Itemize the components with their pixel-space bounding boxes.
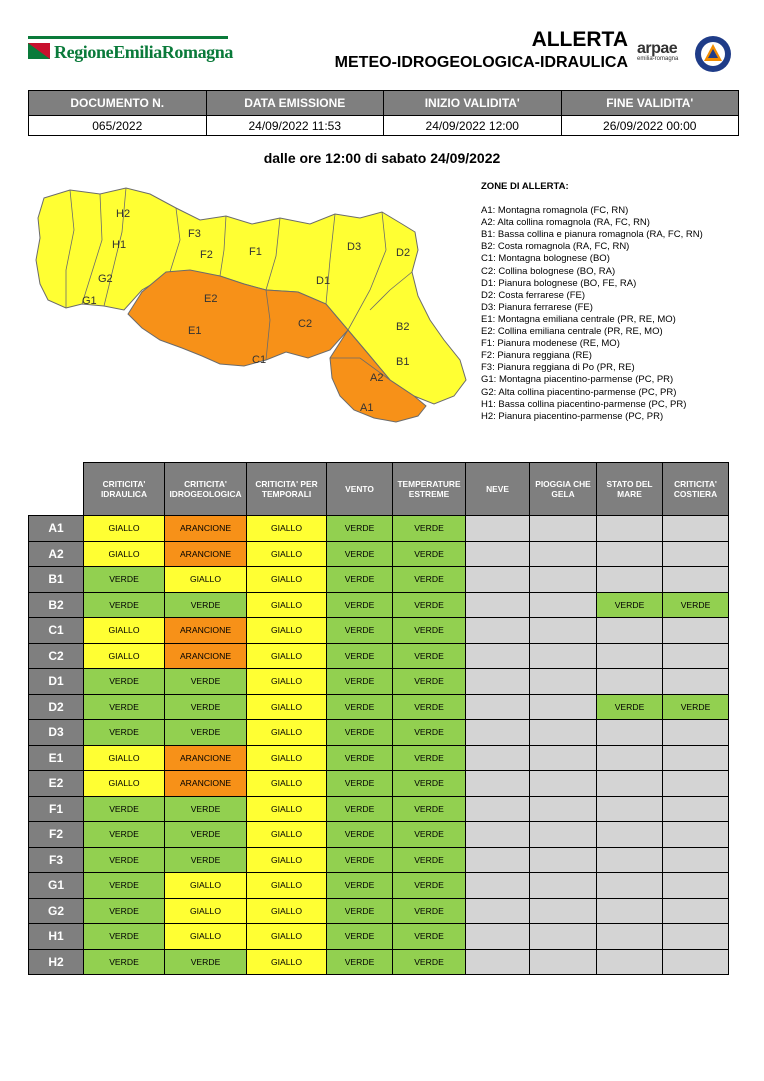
grid-alert-cell: VERDE (327, 669, 393, 695)
grid-column-header: TEMPERATURE ESTREME (393, 463, 466, 516)
map-label-b2: B2 (396, 321, 410, 333)
grid-alert-cell (466, 924, 530, 950)
grid-alert-cell: GIALLO (247, 873, 327, 899)
grid-alert-cell: VERDE (393, 771, 466, 797)
map-label-c1: C1 (252, 354, 267, 366)
grid-alert-cell: VERDE (393, 669, 466, 695)
grid-alert-cell (663, 720, 729, 746)
grid-alert-cell: GIALLO (247, 796, 327, 822)
grid-alert-cell: GIALLO (247, 822, 327, 848)
zone-legend-item: F2: Pianura reggiana (RE) (481, 350, 592, 362)
zone-legend-item: D1: Pianura bolognese (BO, FE, RA) (481, 277, 637, 289)
grid-column-header: CRITICITA' IDRAULICA (84, 463, 165, 516)
page-subtitle: METEO-IDROGEOLOGICA-IDRAULICA (334, 54, 628, 71)
grid-zone-label: D3 (29, 720, 84, 746)
grid-alert-cell: ARANCIONE (165, 541, 247, 567)
zone-legend-item: G1: Montagna piacentino-parmense (PC, PR) (481, 374, 674, 386)
grid-alert-cell (597, 822, 663, 848)
grid-alert-cell: VERDE (393, 949, 466, 975)
grid-alert-cell (466, 796, 530, 822)
grid-zone-label: A2 (29, 541, 84, 567)
grid-alert-cell: VERDE (393, 873, 466, 899)
grid-alert-cell (466, 873, 530, 899)
grid-row (29, 516, 729, 542)
grid-alert-cell: VERDE (663, 592, 729, 618)
grid-alert-cell: VERDE (393, 847, 466, 873)
grid-alert-cell (466, 847, 530, 873)
zone-legend-item: A2: Alta collina romagnola (RA, FC, RN) (481, 217, 650, 229)
zone-legend-item: H1: Bassa collina piacentino-parmense (PC, PR) (481, 398, 687, 410)
zone-legend-title: ZONE DI ALLERTA: (481, 181, 569, 192)
map-label-f2: F2 (200, 249, 213, 261)
grid-alert-cell (597, 949, 663, 975)
grid-alert-cell: VERDE (84, 924, 165, 950)
grid-row (29, 822, 729, 848)
map-label-e2: E2 (204, 293, 218, 305)
grid-alert-cell: GIALLO (84, 745, 165, 771)
grid-alert-cell: VERDE (597, 592, 663, 618)
grid-alert-cell: VERDE (393, 516, 466, 542)
grid-alert-cell (597, 771, 663, 797)
grid-zone-label: G1 (29, 873, 84, 899)
grid-row (29, 541, 729, 567)
grid-alert-cell (663, 643, 729, 669)
grid-alert-cell (530, 669, 597, 695)
grid-alert-cell: VERDE (393, 541, 466, 567)
grid-alert-cell: VERDE (393, 694, 466, 720)
zone-legend-item: E1: Montagna emiliana centrale (PR, RE, MO) (481, 313, 676, 325)
grid-alert-cell: GIALLO (247, 669, 327, 695)
zone-legend-item: C1: Montagna bolognese (BO) (481, 253, 610, 265)
grid-alert-cell: VERDE (393, 618, 466, 644)
grid-column-header: VENTO (327, 463, 393, 516)
arpae-logo-text: arpae (637, 40, 678, 57)
grid-row (29, 949, 729, 975)
grid-alert-cell: VERDE (597, 694, 663, 720)
grid-alert-cell (663, 541, 729, 567)
grid-alert-cell (663, 618, 729, 644)
map-label-d1: D1 (316, 275, 331, 287)
grid-alert-cell: ARANCIONE (165, 771, 247, 797)
grid-zone-label: B1 (29, 567, 84, 593)
grid-zone-label: D1 (29, 669, 84, 695)
document-info-table (28, 90, 739, 136)
grid-alert-cell: VERDE (327, 643, 393, 669)
grid-alert-cell: VERDE (327, 949, 393, 975)
doc-valid-from: 24/09/2022 12:00 (384, 116, 562, 136)
grid-alert-cell: GIALLO (247, 745, 327, 771)
grid-alert-cell: VERDE (84, 669, 165, 695)
grid-alert-cell: GIALLO (84, 643, 165, 669)
zone-legend-item: G2: Alta collina piacentino-parmense (PC, PR) (481, 386, 677, 398)
grid-alert-cell (597, 847, 663, 873)
arpae-logo (637, 40, 687, 68)
zone-legend-item: B2: Costa romagnola (RA, FC, RN) (481, 241, 630, 253)
grid-zone-label: A1 (29, 516, 84, 542)
grid-alert-cell: GIALLO (247, 541, 327, 567)
grid-alert-cell: VERDE (84, 898, 165, 924)
grid-alert-cell (597, 898, 663, 924)
grid-alert-cell (530, 567, 597, 593)
grid-alert-cell (597, 541, 663, 567)
map-label-a1: A1 (360, 402, 374, 414)
doc-issue-date: 24/09/2022 11:53 (206, 116, 384, 136)
grid-zone-label: H2 (29, 949, 84, 975)
grid-alert-cell: GIALLO (247, 949, 327, 975)
grid-alert-cell: VERDE (393, 924, 466, 950)
grid-alert-cell: VERDE (165, 847, 247, 873)
grid-row (29, 924, 729, 950)
grid-alert-cell: ARANCIONE (165, 516, 247, 542)
grid-zone-label: H1 (29, 924, 84, 950)
zone-legend-item: H2: Pianura piacentino-parmense (PC, PR) (481, 410, 664, 422)
grid-alert-cell: VERDE (327, 720, 393, 746)
grid-alert-cell (530, 643, 597, 669)
grid-alert-cell: GIALLO (247, 720, 327, 746)
grid-alert-cell (663, 898, 729, 924)
grid-alert-cell (597, 745, 663, 771)
map-label-c2: C2 (298, 318, 313, 330)
grid-alert-cell (663, 822, 729, 848)
doc-header-valid-from: INIZIO VALIDITA' (384, 91, 562, 116)
grid-row (29, 669, 729, 695)
map-label-g1: G1 (82, 295, 97, 307)
grid-zone-label: F1 (29, 796, 84, 822)
grid-alert-cell: GIALLO (165, 898, 247, 924)
grid-alert-cell: GIALLO (84, 771, 165, 797)
map-label-f1: F1 (249, 246, 262, 258)
grid-alert-cell: VERDE (327, 516, 393, 542)
grid-alert-cell: GIALLO (247, 643, 327, 669)
grid-corner (29, 463, 84, 516)
region-flag-icon (28, 43, 50, 59)
zone-legend-item: A1: Montagna romagnola (FC, RN) (481, 205, 629, 217)
grid-alert-cell: VERDE (84, 949, 165, 975)
alert-zone-map (30, 180, 470, 430)
grid-alert-cell: ARANCIONE (165, 643, 247, 669)
grid-zone-label: B2 (29, 592, 84, 618)
grid-alert-cell: ARANCIONE (165, 618, 247, 644)
grid-alert-cell (663, 745, 729, 771)
grid-alert-cell (530, 771, 597, 797)
map-label-g2: G2 (98, 273, 113, 285)
grid-alert-cell (597, 516, 663, 542)
grid-row (29, 694, 729, 720)
grid-row (29, 567, 729, 593)
grid-alert-cell: VERDE (327, 567, 393, 593)
grid-zone-label: G2 (29, 898, 84, 924)
region-name: RegioneEmiliaRomagna (54, 42, 233, 62)
grid-alert-cell: VERDE (327, 822, 393, 848)
zone-legend-item: F3: Pianura reggiana di Po (PR, RE) (481, 362, 635, 374)
grid-alert-cell (466, 541, 530, 567)
grid-alert-cell (466, 567, 530, 593)
grid-row (29, 643, 729, 669)
grid-alert-cell: VERDE (165, 694, 247, 720)
grid-zone-label: D2 (29, 694, 84, 720)
grid-alert-cell (597, 669, 663, 695)
grid-alert-cell: GIALLO (84, 516, 165, 542)
grid-alert-cell: VERDE (327, 694, 393, 720)
grid-alert-cell: ARANCIONE (165, 745, 247, 771)
grid-zone-label: E2 (29, 771, 84, 797)
grid-alert-cell: GIALLO (247, 592, 327, 618)
grid-alert-cell: VERDE (165, 669, 247, 695)
grid-row (29, 592, 729, 618)
zone-legend-item: E2: Collina emiliana centrale (PR, RE, MO) (481, 326, 663, 338)
grid-alert-cell: VERDE (84, 847, 165, 873)
grid-alert-cell (530, 822, 597, 848)
grid-alert-cell (663, 873, 729, 899)
grid-alert-cell (663, 567, 729, 593)
grid-alert-cell (530, 694, 597, 720)
grid-row (29, 796, 729, 822)
grid-alert-cell (597, 567, 663, 593)
grid-alert-cell (530, 898, 597, 924)
doc-header-number: DOCUMENTO N. (29, 91, 207, 116)
grid-alert-cell: VERDE (84, 873, 165, 899)
grid-alert-cell (530, 847, 597, 873)
grid-alert-cell: VERDE (393, 567, 466, 593)
grid-alert-cell: VERDE (327, 771, 393, 797)
grid-column-header: CRITICITA' IDROGEOLOGICA (165, 463, 247, 516)
grid-alert-cell: GIALLO (84, 618, 165, 644)
grid-row (29, 898, 729, 924)
grid-alert-cell (530, 796, 597, 822)
grid-alert-cell (530, 592, 597, 618)
grid-alert-cell (597, 873, 663, 899)
grid-alert-cell: VERDE (84, 567, 165, 593)
map-label-d3: D3 (347, 241, 362, 253)
grid-alert-cell (530, 873, 597, 899)
grid-alert-cell: GIALLO (247, 694, 327, 720)
grid-alert-cell (466, 669, 530, 695)
grid-zone-label: C2 (29, 643, 84, 669)
zone-legend-list (481, 205, 751, 423)
grid-alert-cell (663, 669, 729, 695)
zone-legend (481, 181, 751, 423)
grid-row (29, 873, 729, 899)
grid-alert-cell: VERDE (165, 796, 247, 822)
grid-row (29, 847, 729, 873)
grid-alert-cell: VERDE (327, 541, 393, 567)
grid-alert-cell (530, 720, 597, 746)
grid-alert-cell (597, 618, 663, 644)
zone-legend-item: F1: Pianura modenese (RE, MO) (481, 338, 620, 350)
map-label-d2: D2 (396, 247, 411, 259)
grid-alert-cell: VERDE (393, 745, 466, 771)
grid-alert-cell: VERDE (663, 694, 729, 720)
grid-alert-cell (663, 796, 729, 822)
protezione-civile-logo-icon (694, 35, 732, 73)
page-title: ALLERTA (531, 28, 628, 51)
zone-legend-item: C2: Collina bolognese (BO, RA) (481, 265, 616, 277)
grid-alert-cell: VERDE (393, 822, 466, 848)
grid-alert-cell (466, 949, 530, 975)
grid-alert-cell: VERDE (393, 643, 466, 669)
map-label-a2: A2 (370, 372, 384, 384)
grid-alert-cell (663, 847, 729, 873)
grid-alert-cell (466, 898, 530, 924)
grid-row (29, 745, 729, 771)
grid-zone-label: E1 (29, 745, 84, 771)
grid-column-header: NEVE (466, 463, 530, 516)
grid-alert-cell: VERDE (84, 694, 165, 720)
grid-alert-cell: VERDE (327, 873, 393, 899)
grid-column-header: CRITICITA' PER TEMPORALI (247, 463, 327, 516)
zone-legend-item: B1: Bassa collina e pianura romagnola (RA, FC, RN) (481, 229, 703, 241)
grid-alert-cell (663, 924, 729, 950)
grid-column-header: STATO DEL MARE (597, 463, 663, 516)
doc-valid-to: 26/09/2022 00:00 (561, 116, 739, 136)
grid-alert-cell (466, 720, 530, 746)
grid-alert-cell: GIALLO (247, 567, 327, 593)
grid-alert-cell (530, 949, 597, 975)
grid-alert-cell: GIALLO (247, 771, 327, 797)
grid-alert-cell (530, 618, 597, 644)
grid-alert-cell: GIALLO (165, 873, 247, 899)
grid-alert-cell (663, 516, 729, 542)
grid-alert-cell: VERDE (84, 720, 165, 746)
grid-alert-cell: VERDE (327, 796, 393, 822)
grid-zone-label: C1 (29, 618, 84, 644)
grid-alert-cell: VERDE (327, 745, 393, 771)
grid-alert-cell (597, 643, 663, 669)
grid-zone-label: F2 (29, 822, 84, 848)
grid-alert-cell: GIALLO (247, 847, 327, 873)
grid-alert-cell: GIALLO (247, 924, 327, 950)
grid-alert-cell: VERDE (327, 898, 393, 924)
grid-alert-cell (466, 516, 530, 542)
grid-column-header: CRITICITA' COSTIERA (663, 463, 729, 516)
grid-alert-cell: GIALLO (247, 618, 327, 644)
grid-alert-cell: VERDE (327, 924, 393, 950)
grid-alert-cell (663, 949, 729, 975)
grid-alert-cell (466, 771, 530, 797)
grid-alert-cell: VERDE (165, 949, 247, 975)
grid-alert-cell (530, 924, 597, 950)
grid-alert-cell: VERDE (327, 847, 393, 873)
grid-alert-cell: VERDE (393, 592, 466, 618)
grid-alert-cell (466, 745, 530, 771)
grid-alert-cell: VERDE (393, 720, 466, 746)
map-label-b1: B1 (396, 356, 410, 368)
grid-row (29, 618, 729, 644)
grid-alert-cell (466, 618, 530, 644)
grid-zone-label: F3 (29, 847, 84, 873)
grid-alert-cell: VERDE (393, 796, 466, 822)
grid-alert-cell: GIALLO (165, 924, 247, 950)
grid-alert-cell: VERDE (327, 592, 393, 618)
grid-alert-cell (466, 694, 530, 720)
map-label-e1: E1 (188, 325, 202, 337)
grid-alert-cell (663, 771, 729, 797)
grid-alert-cell: VERDE (327, 618, 393, 644)
grid-alert-cell: GIALLO (84, 541, 165, 567)
arpae-logo-sub: emilia-romagna (637, 56, 679, 62)
doc-header-valid-to: FINE VALIDITA' (561, 91, 739, 116)
grid-alert-cell: VERDE (84, 592, 165, 618)
grid-alert-cell: GIALLO (247, 898, 327, 924)
grid-alert-cell: GIALLO (165, 567, 247, 593)
grid-alert-cell: VERDE (393, 898, 466, 924)
grid-alert-cell (530, 516, 597, 542)
grid-alert-cell (597, 796, 663, 822)
map-label-f3: F3 (188, 228, 201, 240)
doc-number: 065/2022 (29, 116, 207, 136)
grid-alert-cell: VERDE (165, 720, 247, 746)
grid-alert-cell: VERDE (84, 822, 165, 848)
grid-alert-cell (597, 720, 663, 746)
grid-row (29, 720, 729, 746)
alert-matrix-table (28, 462, 729, 975)
grid-alert-cell: VERDE (165, 592, 247, 618)
grid-alert-cell (466, 592, 530, 618)
map-label-h1: H1 (112, 239, 127, 251)
grid-alert-cell (597, 924, 663, 950)
regione-emilia-romagna-logo (28, 36, 233, 68)
grid-column-header: PIOGGIA CHE GELA (530, 463, 597, 516)
validity-statement: dalle ore 12:00 di sabato 24/09/2022 (263, 150, 501, 166)
doc-header-issue-date: DATA EMISSIONE (206, 91, 384, 116)
grid-alert-cell (530, 745, 597, 771)
grid-alert-cell (466, 643, 530, 669)
grid-alert-cell: GIALLO (247, 516, 327, 542)
map-label-h2: H2 (116, 208, 131, 220)
zone-legend-item: D2: Costa ferrarese (FE) (481, 289, 585, 301)
logo-bar (28, 36, 228, 39)
zone-legend-item: D3: Pianura ferrarese (FE) (481, 301, 593, 313)
grid-alert-cell (466, 822, 530, 848)
grid-alert-cell: VERDE (84, 796, 165, 822)
grid-row (29, 771, 729, 797)
grid-alert-cell (530, 541, 597, 567)
grid-alert-cell: VERDE (165, 822, 247, 848)
